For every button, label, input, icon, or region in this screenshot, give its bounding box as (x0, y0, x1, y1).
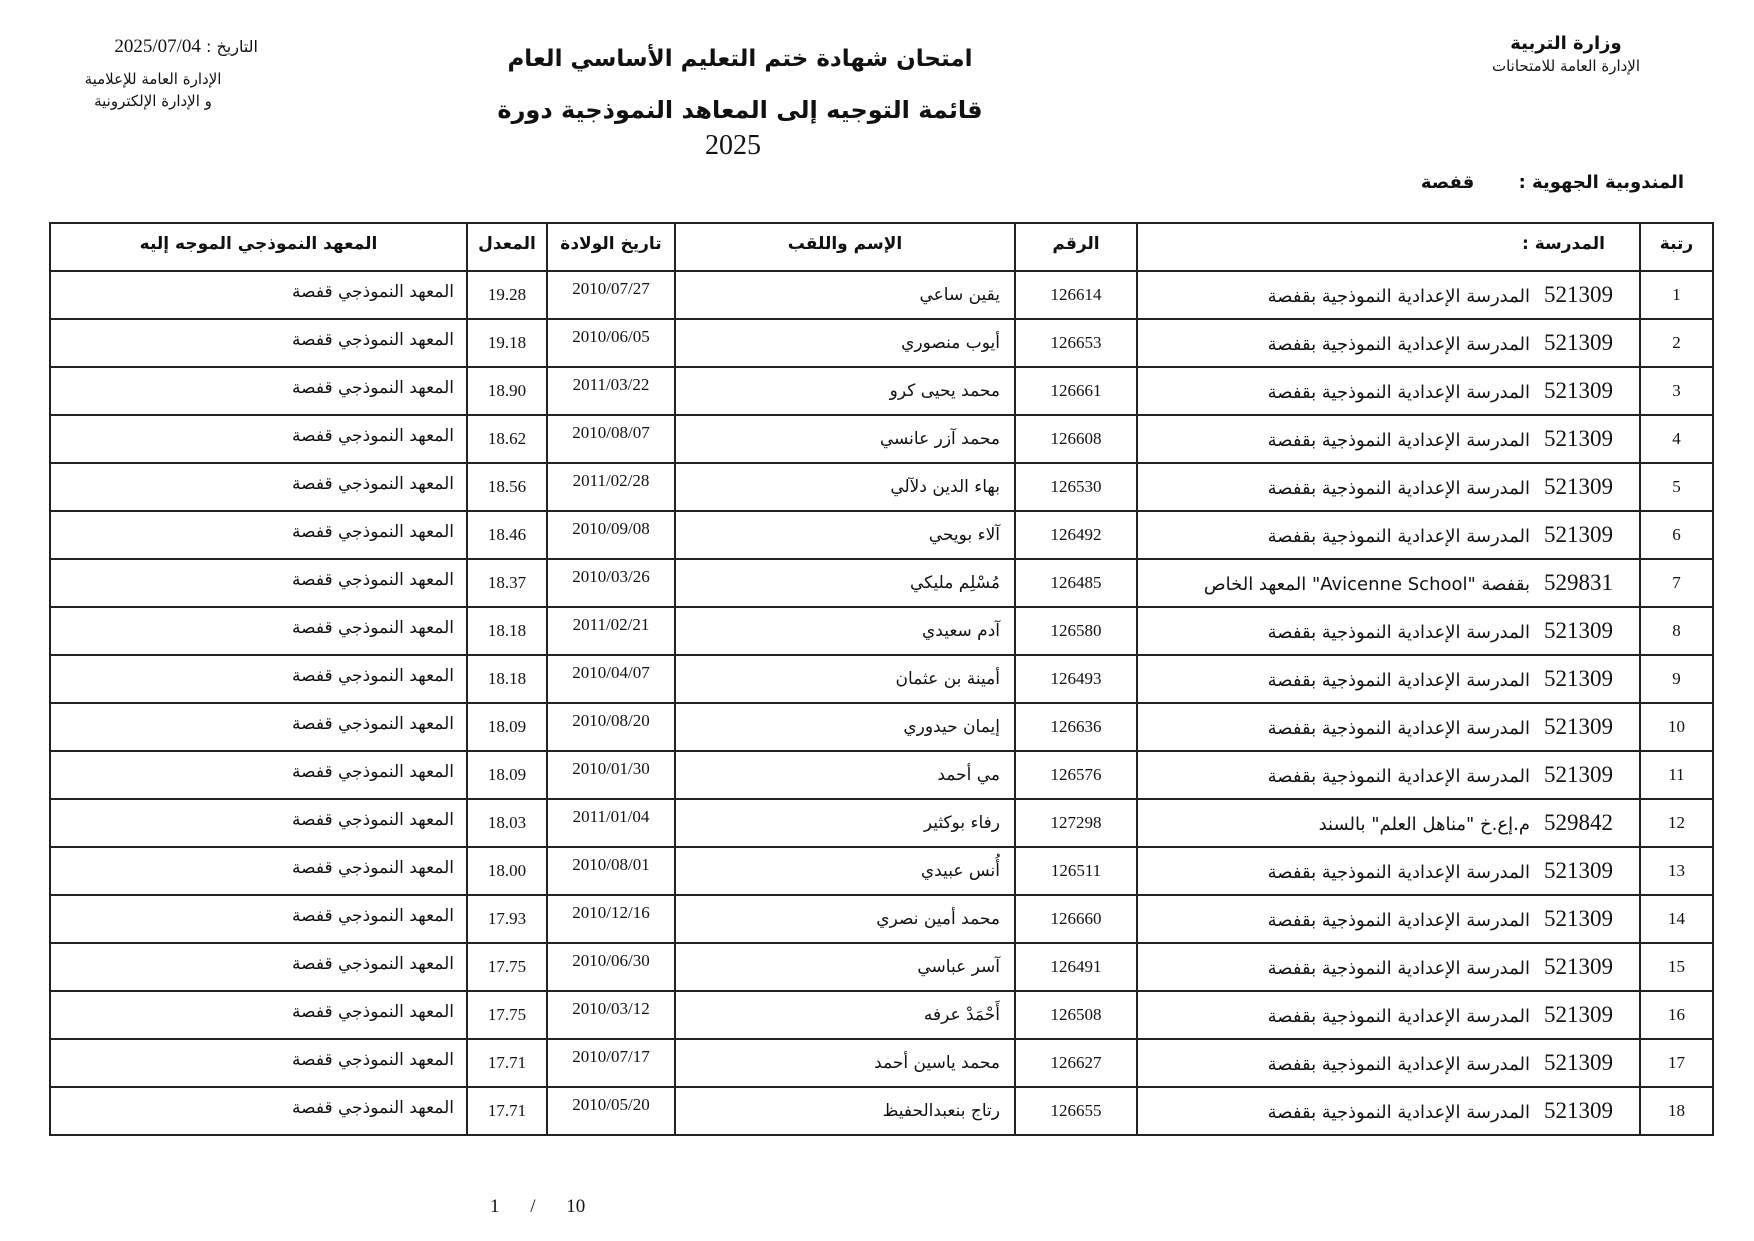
table-row (50, 751, 1713, 799)
cell-number: 126530 (1015, 463, 1137, 511)
cell-average: 17.71 (467, 1039, 547, 1087)
cell-number: 126661 (1015, 367, 1137, 415)
cell-number: 126485 (1015, 559, 1137, 607)
cell-rank: 14 (1640, 895, 1713, 943)
school-code: 521309 (1544, 282, 1613, 307)
cell-number: 126508 (1015, 991, 1137, 1039)
cell-school (1137, 367, 1640, 415)
cell-number: 126636 (1015, 703, 1137, 751)
cell-school (1137, 319, 1640, 367)
cell-name: مُسْلِم مليكي (675, 559, 1015, 607)
cell-number: 126627 (1015, 1039, 1137, 1087)
cell-institute: المعهد النموذجي قفصة (50, 559, 467, 607)
page-separator: / (530, 1196, 536, 1217)
school-code: 521309 (1544, 1050, 1613, 1075)
cell-dob: 2011/02/28 (547, 463, 675, 511)
region-label: المندوبية الجهوية : (1518, 172, 1684, 193)
cell-name: بهاء الدين دلآلي (675, 463, 1015, 511)
school-code: 521309 (1544, 378, 1613, 403)
cell-school (1137, 463, 1640, 511)
page-current: 1 (490, 1196, 500, 1217)
cell-school (1137, 991, 1640, 1039)
table-row (50, 367, 1713, 415)
region-row (1421, 170, 1684, 196)
school-code: 521309 (1544, 522, 1613, 547)
cell-rank: 12 (1640, 799, 1713, 847)
page-title: امتحان شهادة ختم التعليم الأساسي العام (507, 46, 973, 72)
table-row (50, 895, 1713, 943)
cell-institute: المعهد النموذجي قفصة (50, 1087, 467, 1135)
cell-name: آلاء بويحي (675, 511, 1015, 559)
cell-name: أَحْمَدْ عرفه (675, 991, 1015, 1039)
school-name: المدرسة الإعدادية النموذجية بقفصة (1267, 286, 1530, 307)
school-code: 521309 (1544, 666, 1613, 691)
cell-dob: 2011/03/22 (547, 367, 675, 415)
school-name: المدرسة الإعدادية النموذجية بقفصة (1267, 1054, 1530, 1075)
ministry-block (1466, 32, 1666, 76)
cell-school (1137, 511, 1640, 559)
subtitle-text: قائمة التوجيه إلى المعاهد النموذجية دورة (497, 96, 983, 124)
cell-name: رفاء بوكثير (675, 799, 1015, 847)
school-name: بقفصة "Avicenne School" المعهد الخاص (1203, 574, 1530, 595)
cell-rank: 17 (1640, 1039, 1713, 1087)
table-row (50, 415, 1713, 463)
school-name: المدرسة الإعدادية النموذجية بقفصة (1267, 958, 1530, 979)
ministry-name: وزارة التربية (1510, 33, 1622, 54)
cell-dob: 2010/09/08 (547, 511, 675, 559)
school-name: المدرسة الإعدادية النموذجية بقفصة (1267, 670, 1530, 691)
cell-rank: 18 (1640, 1087, 1713, 1135)
cell-name: أمينة بن عثمان (675, 655, 1015, 703)
cell-average: 18.56 (467, 463, 547, 511)
cell-name: آسر عباسي (675, 943, 1015, 991)
cell-average: 17.93 (467, 895, 547, 943)
cell-institute: المعهد النموذجي قفصة (50, 367, 467, 415)
cell-average: 18.09 (467, 703, 547, 751)
cell-institute: المعهد النموذجي قفصة (50, 943, 467, 991)
cell-rank: 4 (1640, 415, 1713, 463)
school-name: المدرسة الإعدادية النموذجية بقفصة (1267, 718, 1530, 739)
cell-rank: 2 (1640, 319, 1713, 367)
header-school: المدرسة : (1137, 223, 1640, 271)
cell-rank: 6 (1640, 511, 1713, 559)
cell-school (1137, 799, 1640, 847)
table-row (50, 1039, 1713, 1087)
cell-number: 126614 (1015, 271, 1137, 319)
cell-average: 19.28 (467, 271, 547, 319)
school-name: المدرسة الإعدادية النموذجية بقفصة (1267, 862, 1530, 883)
table-row (50, 271, 1713, 319)
cell-average: 17.71 (467, 1087, 547, 1135)
dept-line-1: الإدارة العامة للإعلامية (84, 70, 222, 88)
cell-number: 126493 (1015, 655, 1137, 703)
school-code: 521309 (1544, 474, 1613, 499)
cell-name: محمد يحيى كرو (675, 367, 1015, 415)
cell-name: يقين ساعي (675, 271, 1015, 319)
school-code: 521309 (1544, 954, 1613, 979)
school-code: 521309 (1544, 1098, 1613, 1123)
cell-institute: المعهد النموذجي قفصة (50, 655, 467, 703)
school-name: المدرسة الإعدادية النموذجية بقفصة (1267, 910, 1530, 931)
cell-rank: 5 (1640, 463, 1713, 511)
cell-dob: 2010/07/27 (547, 271, 675, 319)
cell-number: 126655 (1015, 1087, 1137, 1135)
cell-number: 126511 (1015, 847, 1137, 895)
cell-number: 126653 (1015, 319, 1137, 367)
cell-dob: 2010/03/26 (547, 559, 675, 607)
table-row (50, 655, 1713, 703)
cell-average: 19.18 (467, 319, 547, 367)
cell-average: 18.90 (467, 367, 547, 415)
cell-rank: 11 (1640, 751, 1713, 799)
cell-number: 126576 (1015, 751, 1137, 799)
cell-school (1137, 559, 1640, 607)
cell-dob: 2011/02/21 (547, 607, 675, 655)
school-name: المدرسة الإعدادية النموذجية بقفصة (1267, 622, 1530, 643)
cell-dob: 2010/01/30 (547, 751, 675, 799)
cell-dob: 2010/05/20 (547, 1087, 675, 1135)
cell-name: أيوب منصوري (675, 319, 1015, 367)
table-row (50, 703, 1713, 751)
cell-institute: المعهد النموذجي قفصة (50, 991, 467, 1039)
school-name: المدرسة الإعدادية النموذجية بقفصة (1267, 526, 1530, 547)
page-total: 10 (566, 1196, 586, 1217)
school-code: 529842 (1544, 810, 1613, 835)
cell-school (1137, 943, 1640, 991)
cell-school (1137, 415, 1640, 463)
school-name: المدرسة الإعدادية النموذجية بقفصة (1267, 1102, 1530, 1123)
header-institute: المعهد النموذجي الموجه إليه (50, 223, 467, 271)
cell-average: 18.18 (467, 607, 547, 655)
date-value: 2025/07/04 (114, 36, 201, 57)
table-row (50, 559, 1713, 607)
cell-rank: 9 (1640, 655, 1713, 703)
cell-name: محمد ياسين أحمد (675, 1039, 1015, 1087)
cell-dob: 2010/08/01 (547, 847, 675, 895)
cell-institute: المعهد النموذجي قفصة (50, 703, 467, 751)
cell-average: 18.37 (467, 559, 547, 607)
school-code: 521309 (1544, 906, 1613, 931)
school-name: المدرسة الإعدادية النموذجية بقفصة (1267, 478, 1530, 499)
region-value: قفصة (1420, 172, 1475, 193)
cell-rank: 3 (1640, 367, 1713, 415)
school-code: 521309 (1544, 330, 1613, 355)
table-row (50, 847, 1713, 895)
cell-name: آدم سعيدي (675, 607, 1015, 655)
date-label: التاريخ : (205, 37, 258, 56)
school-code: 521309 (1544, 618, 1613, 643)
cell-school (1137, 847, 1640, 895)
cell-rank: 13 (1640, 847, 1713, 895)
cell-average: 18.00 (467, 847, 547, 895)
dept-line-2: و الإدارة الإلكترونية (94, 92, 212, 110)
results-table (49, 222, 1714, 1136)
cell-school (1137, 895, 1640, 943)
header-name: الإسم واللقب (675, 223, 1015, 271)
cell-name: إيمان حيدوري (675, 703, 1015, 751)
cell-name: محمد أمين نصري (675, 895, 1015, 943)
school-name: المدرسة الإعدادية النموذجية بقفصة (1267, 430, 1530, 451)
header-avg: المعدل (467, 223, 547, 271)
school-name: المدرسة الإعدادية النموذجية بقفصة (1267, 334, 1530, 355)
cell-institute: المعهد النموذجي قفصة (50, 511, 467, 559)
cell-school (1137, 607, 1640, 655)
school-code: 521309 (1544, 762, 1613, 787)
cell-institute: المعهد النموذجي قفصة (50, 799, 467, 847)
cell-school (1137, 1039, 1640, 1087)
cell-number: 126491 (1015, 943, 1137, 991)
cell-dob: 2010/07/17 (547, 1039, 675, 1087)
table-row (50, 943, 1713, 991)
cell-number: 127298 (1015, 799, 1137, 847)
cell-institute: المعهد النموذجي قفصة (50, 271, 467, 319)
table-header-row (50, 223, 1713, 271)
cell-name: رتاج بنعبدالحفيظ (675, 1087, 1015, 1135)
header-number: الرقم (1015, 223, 1137, 271)
cell-average: 18.18 (467, 655, 547, 703)
school-name: المدرسة الإعدادية النموذجية بقفصة (1267, 766, 1530, 787)
cell-name: مي أحمد (675, 751, 1015, 799)
school-code: 521309 (1544, 714, 1613, 739)
header-rank: رتبة (1640, 223, 1713, 271)
subtitle-year: 2025 (705, 130, 761, 161)
cell-rank: 7 (1640, 559, 1713, 607)
table-row (50, 607, 1713, 655)
school-name: م.إع.خ "مناهل العلم" بالسند (1318, 814, 1530, 835)
school-name: المدرسة الإعدادية النموذجية بقفصة (1267, 382, 1530, 403)
cell-institute: المعهد النموذجي قفصة (50, 847, 467, 895)
cell-name: أُنس عبيدي (675, 847, 1015, 895)
cell-institute: المعهد النموذجي قفصة (50, 415, 467, 463)
cell-dob: 2010/03/12 (547, 991, 675, 1039)
table-row (50, 511, 1713, 559)
cell-institute: المعهد النموذجي قفصة (50, 463, 467, 511)
cell-school (1137, 703, 1640, 751)
cell-average: 18.62 (467, 415, 547, 463)
cell-institute: المعهد النموذجي قفصة (50, 751, 467, 799)
cell-rank: 8 (1640, 607, 1713, 655)
page-subtitle (470, 92, 1010, 164)
table-row (50, 1087, 1713, 1135)
table-row (50, 799, 1713, 847)
cell-school (1137, 271, 1640, 319)
cell-dob: 2010/12/16 (547, 895, 675, 943)
header-dob: تاريخ الولادة (547, 223, 675, 271)
cell-number: 126492 (1015, 511, 1137, 559)
cell-school (1137, 1087, 1640, 1135)
cell-institute: المعهد النموذجي قفصة (50, 1039, 467, 1087)
school-code: 521309 (1544, 1002, 1613, 1027)
cell-rank: 10 (1640, 703, 1713, 751)
cell-rank: 15 (1640, 943, 1713, 991)
cell-number: 126580 (1015, 607, 1137, 655)
cell-average: 18.09 (467, 751, 547, 799)
school-code: 529831 (1544, 570, 1613, 595)
cell-dob: 2011/01/04 (547, 799, 675, 847)
cell-rank: 1 (1640, 271, 1713, 319)
table-body (50, 271, 1713, 1135)
cell-dob: 2010/08/07 (547, 415, 675, 463)
cell-institute: المعهد النموذجي قفصة (50, 319, 467, 367)
cell-name: محمد آزر عانسي (675, 415, 1015, 463)
date-row (48, 36, 258, 58)
cell-school (1137, 751, 1640, 799)
table-row (50, 319, 1713, 367)
page-indicator (490, 1196, 585, 1218)
cell-average: 17.75 (467, 943, 547, 991)
cell-average: 17.75 (467, 991, 547, 1039)
cell-number: 126608 (1015, 415, 1137, 463)
cell-rank: 16 (1640, 991, 1713, 1039)
school-code: 521309 (1544, 858, 1613, 883)
cell-average: 18.46 (467, 511, 547, 559)
cell-school (1137, 655, 1640, 703)
school-code: 521309 (1544, 426, 1613, 451)
cell-institute: المعهد النموذجي قفصة (50, 607, 467, 655)
table-row (50, 991, 1713, 1039)
department-name: الإدارة العامة للامتحانات (1491, 57, 1641, 75)
cell-dob: 2010/08/20 (547, 703, 675, 751)
cell-institute: المعهد النموذجي قفصة (50, 895, 467, 943)
table-row (50, 463, 1713, 511)
school-name: المدرسة الإعدادية النموذجية بقفصة (1267, 1006, 1530, 1027)
date-block (48, 36, 258, 112)
cell-average: 18.03 (467, 799, 547, 847)
cell-dob: 2010/04/07 (547, 655, 675, 703)
cell-dob: 2010/06/30 (547, 943, 675, 991)
cell-number: 126660 (1015, 895, 1137, 943)
cell-dob: 2010/06/05 (547, 319, 675, 367)
